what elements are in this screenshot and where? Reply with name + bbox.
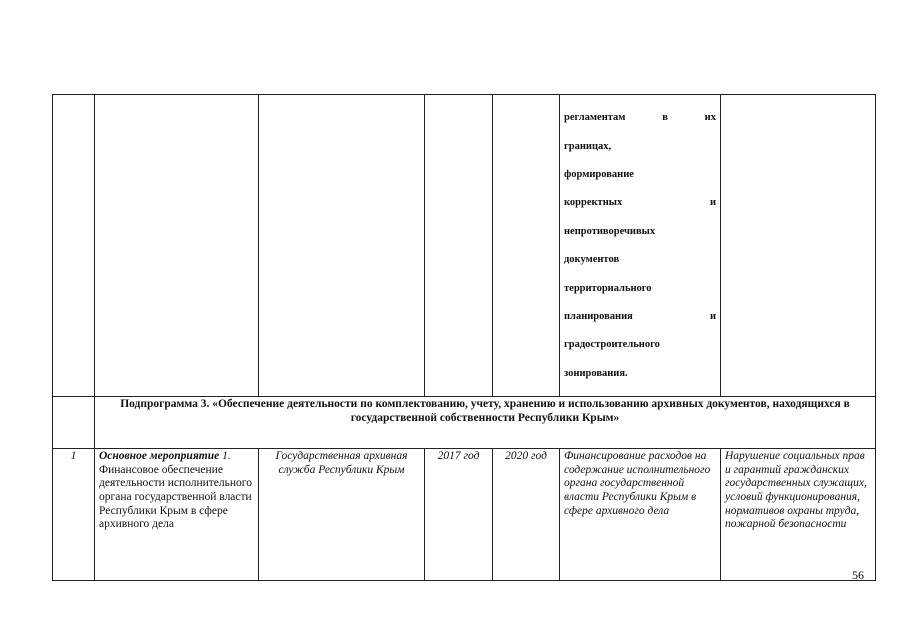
row-number: 1 bbox=[53, 449, 95, 581]
consequence-cell bbox=[721, 449, 876, 581]
end-year-cell: 2020 год bbox=[493, 449, 560, 581]
purpose-line-1-word: в bbox=[662, 112, 668, 124]
executor-cell: Государственная архивная служба Республики Крым bbox=[259, 449, 425, 581]
subprogram-row bbox=[53, 397, 876, 449]
purpose-line-3: формирование bbox=[564, 169, 634, 181]
result-cell bbox=[560, 449, 721, 581]
purpose-line-4-word: корректных bbox=[564, 197, 623, 209]
purpose-line-5: непротиворечивых bbox=[564, 225, 656, 237]
purpose-cell bbox=[560, 95, 721, 397]
number-cell-empty bbox=[53, 95, 95, 397]
purpose-line-4-wrap bbox=[564, 196, 716, 210]
purpose-line-8-wrap bbox=[564, 310, 716, 324]
end-year-cell-empty bbox=[493, 95, 560, 397]
program-table bbox=[52, 94, 876, 581]
purpose-line-4-word: и bbox=[709, 197, 716, 209]
measure-label: Основное мероприятие bbox=[99, 450, 220, 463]
measure-text: Финансовое обеспечение деятельности исполнительного органа государственной власти Республики Крым в сфере архивного дела bbox=[99, 463, 252, 531]
measure-cell bbox=[95, 449, 259, 581]
purpose-line-10: зонирования. bbox=[564, 367, 628, 379]
executor-cell-empty bbox=[259, 95, 425, 397]
table-row-continuation bbox=[53, 95, 876, 397]
start-year-cell-empty bbox=[425, 95, 493, 397]
measure-cell-empty bbox=[95, 95, 259, 397]
result-text: Финансирование расходов на содержание исполнительного органа государственной власти Республики Крым в сфере архивного дела bbox=[564, 450, 711, 517]
table-row-measure-1 bbox=[53, 449, 876, 581]
subprogram-title: Подпрограмма 3. «Обеспечение деятельности по комплектованию, учету, хранению и использованию архивных документов, находящихся в государственной собственности Республики Крым» bbox=[95, 397, 876, 449]
subprogram-number-cell bbox=[53, 397, 95, 449]
page-number: 56 bbox=[852, 568, 864, 582]
consequence-text: Нарушение социальных прав и гарантий гражданских государственных служащих, условий функционирования, нормативов охраны труда, пожарной безопасности bbox=[725, 450, 867, 531]
purpose-line-2: границах, bbox=[564, 140, 612, 152]
purpose-line-1-word: регламентам bbox=[564, 112, 626, 124]
start-year-cell: 2017 год bbox=[425, 449, 493, 581]
purpose-line-8-word: и bbox=[709, 311, 716, 323]
consequence-cell-empty bbox=[721, 95, 876, 397]
purpose-line-7: территориального bbox=[564, 282, 652, 294]
measure-number: 1. bbox=[219, 450, 231, 463]
purpose-line-1-word: их bbox=[704, 112, 716, 124]
purpose-line-6: документов bbox=[564, 254, 620, 266]
purpose-line-9: градостроительного bbox=[564, 339, 660, 351]
purpose-line-1-wrap bbox=[564, 111, 716, 125]
purpose-line-8-word: планирования bbox=[564, 311, 633, 323]
